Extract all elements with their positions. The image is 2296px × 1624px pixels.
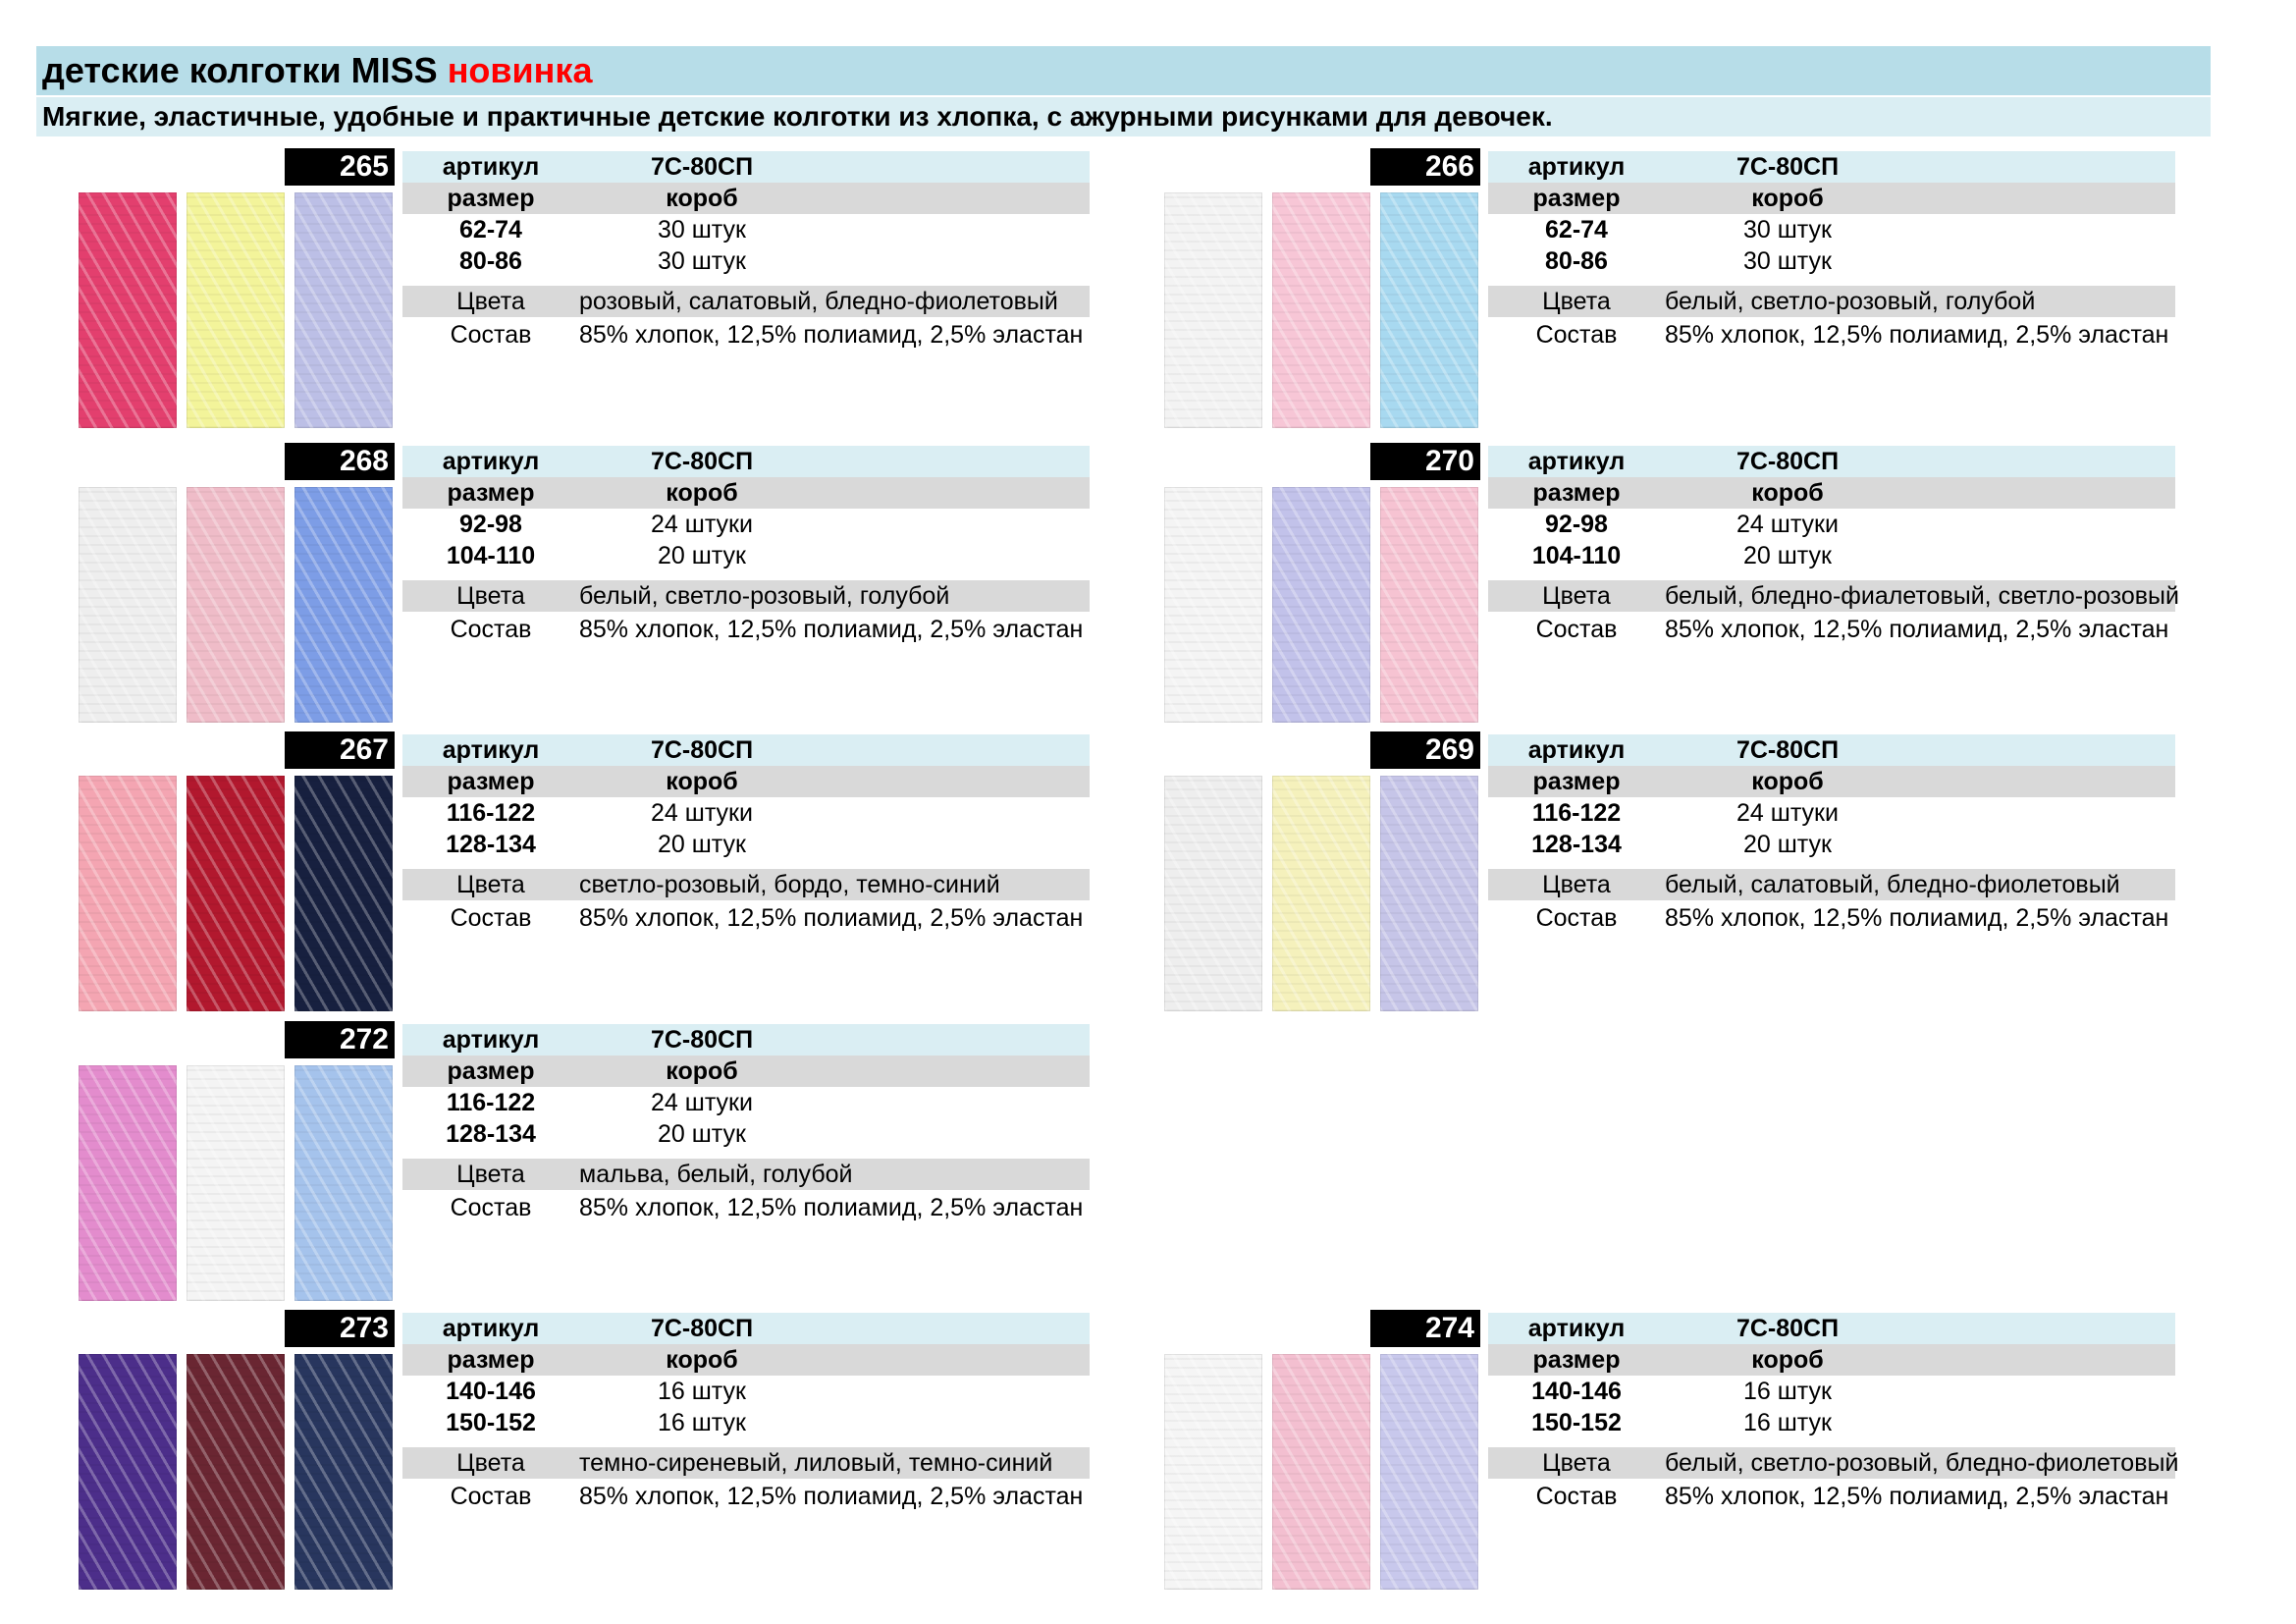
article-value: 7С-80СП [650, 1026, 754, 1054]
article-value: 7С-80СП [1735, 153, 1840, 181]
composition-row [1488, 319, 2175, 351]
size-row [402, 829, 1090, 860]
article-value: 7С-80СП [1735, 736, 1840, 764]
qty-value: 20 штук [658, 1120, 746, 1148]
color-swatch [1164, 776, 1262, 1011]
product-number: 272 [285, 1021, 395, 1058]
colors-label: Цвета [456, 871, 525, 898]
composition-value: 85% хлопок, 12,5% полиамид, 2,5% эластан [1665, 904, 2169, 932]
product-swatches [79, 776, 393, 1011]
article-label: артикул [442, 1026, 540, 1054]
article-label: артикул [442, 1315, 540, 1342]
qty-value: 16 штук [1743, 1409, 1832, 1436]
size-label: размер [1532, 1346, 1621, 1374]
size-label: размер [1532, 479, 1621, 507]
composition-value: 85% хлопок, 12,5% полиамид, 2,5% эластан [579, 321, 1084, 349]
size-value: 128-134 [446, 1120, 536, 1148]
colors-row [1488, 869, 2175, 900]
product-number: 267 [285, 731, 395, 769]
qty-value: 30 штук [1743, 247, 1832, 275]
colors-value: белый, светло-розовый, голубой [579, 582, 950, 610]
color-swatch [294, 192, 393, 428]
color-swatch [294, 776, 393, 1011]
article-label: артикул [1527, 1315, 1626, 1342]
size-header-row [402, 477, 1090, 509]
color-swatch [1164, 192, 1262, 428]
color-swatch [1164, 487, 1262, 723]
article-label: артикул [442, 153, 540, 181]
composition-label: Состав [450, 1483, 532, 1510]
box-label: короб [1751, 185, 1824, 212]
size-value: 92-98 [1545, 511, 1608, 538]
size-value: 62-74 [459, 216, 522, 244]
composition-row [402, 614, 1090, 645]
product-number: 270 [1370, 443, 1480, 480]
composition-label: Состав [450, 321, 532, 349]
article-row [402, 734, 1090, 766]
article-value: 7С-80СП [1735, 1315, 1840, 1342]
colors-row [402, 286, 1090, 317]
product-card-269 [1164, 731, 2224, 1021]
color-swatch [1272, 776, 1370, 1011]
size-value: 116-122 [446, 1089, 536, 1116]
size-row [402, 540, 1090, 571]
qty-value: 30 штук [658, 247, 746, 275]
product-swatches [1164, 776, 1478, 1011]
size-row [402, 1118, 1090, 1150]
qty-value: 24 штуки [651, 799, 753, 827]
size-label: размер [447, 768, 535, 795]
size-value: 104-110 [1531, 542, 1622, 569]
size-header-row [402, 183, 1090, 214]
size-row [402, 1087, 1090, 1118]
product-number: 274 [1370, 1310, 1480, 1347]
composition-row [1488, 614, 2175, 645]
color-swatch [79, 776, 177, 1011]
article-value: 7С-80СП [650, 736, 754, 764]
article-row [402, 446, 1090, 477]
size-row [402, 1376, 1090, 1407]
title-prefix: детские колготки MISS [42, 50, 438, 90]
color-swatch [1380, 1354, 1478, 1590]
article-value: 7С-80СП [650, 1315, 754, 1342]
size-row [402, 509, 1090, 540]
color-swatch [1272, 192, 1370, 428]
colors-label: Цвета [456, 288, 525, 315]
qty-value: 30 штук [658, 216, 746, 244]
size-value: 116-122 [1531, 799, 1622, 827]
colors-row [1488, 1447, 2179, 1479]
size-value: 128-134 [1531, 831, 1622, 858]
size-label: размер [447, 185, 535, 212]
color-swatch [1380, 192, 1478, 428]
composition-label: Состав [450, 904, 532, 932]
composition-row [402, 1192, 1090, 1223]
size-header-row [402, 1344, 1090, 1376]
colors-value: темно-сиреневый, лиловый, темно-синий [579, 1449, 1053, 1477]
qty-value: 20 штук [1743, 542, 1832, 569]
composition-label: Состав [1535, 1483, 1618, 1510]
colors-label: Цвета [456, 582, 525, 610]
product-card-266 [1164, 148, 2224, 438]
qty-value: 20 штук [658, 831, 746, 858]
product-card-267 [79, 731, 1139, 1021]
article-label: артикул [1527, 448, 1626, 475]
size-value: 128-134 [446, 831, 536, 858]
qty-value: 24 штуки [651, 511, 753, 538]
composition-row [402, 902, 1090, 934]
composition-row [402, 1481, 1090, 1512]
size-row [1488, 540, 2175, 571]
size-value: 104-110 [446, 542, 536, 569]
composition-value: 85% хлопок, 12,5% полиамид, 2,5% эластан [1665, 1483, 2169, 1510]
size-row [402, 1407, 1090, 1438]
product-number: 269 [1370, 731, 1480, 769]
size-value: 92-98 [459, 511, 522, 538]
product-card-268 [79, 443, 1139, 732]
size-header-row [1488, 183, 2175, 214]
colors-row [402, 869, 1090, 900]
color-swatch [187, 1065, 285, 1301]
color-swatch [1380, 487, 1478, 723]
color-swatch [187, 776, 285, 1011]
color-swatch [1380, 776, 1478, 1011]
color-swatch [79, 1354, 177, 1590]
size-label: размер [1532, 768, 1621, 795]
article-value: 7С-80СП [650, 448, 754, 475]
product-number: 265 [285, 148, 395, 186]
product-number: 266 [1370, 148, 1480, 186]
article-row [1488, 151, 2175, 183]
colors-row [1488, 580, 2179, 612]
size-row [1488, 1407, 2175, 1438]
size-row [1488, 509, 2175, 540]
size-header-row [1488, 766, 2175, 797]
qty-value: 16 штук [1743, 1378, 1832, 1405]
composition-label: Состав [450, 616, 532, 643]
colors-value: белый, бледно-фиалетовый, светло-розовый [1665, 582, 2179, 610]
size-row [1488, 245, 2175, 277]
page-subtitle: Мягкие, эластичные, удобные и практичные детские колготки из хлопка, с ажурными рисунками для девочек. [36, 97, 2211, 136]
qty-value: 24 штуки [1736, 799, 1839, 827]
size-label: размер [447, 1057, 535, 1085]
box-label: короб [1751, 1346, 1824, 1374]
color-swatch [294, 1065, 393, 1301]
size-value: 150-152 [446, 1409, 536, 1436]
product-card-265 [79, 148, 1139, 438]
page-title [36, 46, 2211, 95]
product-card-272 [79, 1021, 1139, 1311]
size-value: 80-86 [459, 247, 522, 275]
composition-value: 85% хлопок, 12,5% полиамид, 2,5% эластан [579, 904, 1084, 932]
size-value: 116-122 [446, 799, 536, 827]
qty-value: 16 штук [658, 1409, 746, 1436]
size-row [1488, 214, 2175, 245]
article-row [402, 1024, 1090, 1056]
color-swatch [1272, 1354, 1370, 1590]
composition-value: 85% хлопок, 12,5% полиамид, 2,5% эластан [579, 1483, 1084, 1510]
size-value: 150-152 [1531, 1409, 1622, 1436]
qty-value: 16 штук [658, 1378, 746, 1405]
box-label: короб [666, 1346, 738, 1374]
size-row [402, 245, 1090, 277]
colors-label: Цвета [1542, 582, 1611, 610]
product-number: 268 [285, 443, 395, 480]
size-label: размер [447, 1346, 535, 1374]
article-row [402, 151, 1090, 183]
article-value: 7С-80СП [1735, 448, 1840, 475]
box-label: короб [666, 768, 738, 795]
product-card-273 [79, 1310, 1139, 1599]
color-swatch [187, 487, 285, 723]
colors-row [402, 580, 1090, 612]
article-row [1488, 1313, 2175, 1344]
composition-value: 85% хлопок, 12,5% полиамид, 2,5% эластан [579, 616, 1084, 643]
color-swatch [187, 192, 285, 428]
size-value: 80-86 [1545, 247, 1608, 275]
colors-value: белый, светло-розовый, бледно-фиолетовый [1665, 1449, 2179, 1477]
product-swatches [79, 1065, 393, 1301]
product-swatches [79, 192, 393, 428]
colors-label: Цвета [456, 1161, 525, 1188]
box-label: короб [666, 1057, 738, 1085]
size-value: 62-74 [1545, 216, 1608, 244]
colors-row [402, 1159, 1090, 1190]
article-label: артикул [442, 448, 540, 475]
colors-value: светло-розовый, бордо, темно-синий [579, 871, 1000, 898]
size-label: размер [1532, 185, 1621, 212]
size-row [1488, 797, 2175, 829]
product-number: 273 [285, 1310, 395, 1347]
article-row [1488, 446, 2175, 477]
composition-label: Состав [450, 1194, 532, 1221]
composition-label: Состав [1535, 616, 1618, 643]
composition-row [1488, 902, 2175, 934]
composition-label: Состав [1535, 321, 1618, 349]
size-label: размер [447, 479, 535, 507]
article-row [1488, 734, 2175, 766]
box-label: короб [666, 479, 738, 507]
colors-label: Цвета [1542, 1449, 1611, 1477]
product-swatches [79, 1354, 393, 1590]
color-swatch [187, 1354, 285, 1590]
qty-value: 24 штуки [1736, 511, 1839, 538]
size-row [1488, 829, 2175, 860]
size-header-row [1488, 477, 2175, 509]
article-label: артикул [1527, 736, 1626, 764]
composition-label: Состав [1535, 904, 1618, 932]
colors-row [1488, 286, 2175, 317]
box-label: короб [1751, 479, 1824, 507]
composition-value: 85% хлопок, 12,5% полиамид, 2,5% эластан [1665, 321, 2169, 349]
box-label: короб [666, 185, 738, 212]
size-row [402, 797, 1090, 829]
size-row [402, 214, 1090, 245]
product-swatches [1164, 192, 1478, 428]
color-swatch [79, 192, 177, 428]
color-swatch [1272, 487, 1370, 723]
colors-value: белый, салатовый, бледно-фиолетовый [1665, 871, 2120, 898]
composition-value: 85% хлопок, 12,5% полиамид, 2,5% эластан [579, 1194, 1084, 1221]
qty-value: 20 штук [658, 542, 746, 569]
colors-label: Цвета [456, 1449, 525, 1477]
article-label: артикул [442, 736, 540, 764]
size-header-row [1488, 1344, 2175, 1376]
colors-value: белый, светло-розовый, голубой [1665, 288, 2036, 315]
colors-label: Цвета [1542, 871, 1611, 898]
title-accent: новинка [447, 50, 593, 90]
size-row [1488, 1376, 2175, 1407]
color-swatch [294, 1354, 393, 1590]
article-label: артикул [1527, 153, 1626, 181]
color-swatch [294, 487, 393, 723]
color-swatch [79, 1065, 177, 1301]
colors-value: мальва, белый, голубой [579, 1161, 853, 1188]
composition-row [402, 319, 1090, 351]
colors-label: Цвета [1542, 288, 1611, 315]
color-swatch [1164, 1354, 1262, 1590]
article-value: 7С-80СП [650, 153, 754, 181]
article-row [402, 1313, 1090, 1344]
product-card-270 [1164, 443, 2224, 732]
product-swatches [1164, 1354, 1478, 1590]
qty-value: 30 штук [1743, 216, 1832, 244]
size-value: 140-146 [446, 1378, 536, 1405]
colors-row [402, 1447, 1090, 1479]
product-card-274 [1164, 1310, 2224, 1599]
box-label: короб [1751, 768, 1824, 795]
size-value: 140-146 [1531, 1378, 1622, 1405]
qty-value: 24 штуки [651, 1089, 753, 1116]
product-swatches [79, 487, 393, 723]
color-swatch [79, 487, 177, 723]
colors-value: розовый, салатовый, бледно-фиолетовый [579, 288, 1058, 315]
product-swatches [1164, 487, 1478, 723]
composition-value: 85% хлопок, 12,5% полиамид, 2,5% эластан [1665, 616, 2169, 643]
size-header-row [402, 1056, 1090, 1087]
qty-value: 20 штук [1743, 831, 1832, 858]
size-header-row [402, 766, 1090, 797]
composition-row [1488, 1481, 2175, 1512]
